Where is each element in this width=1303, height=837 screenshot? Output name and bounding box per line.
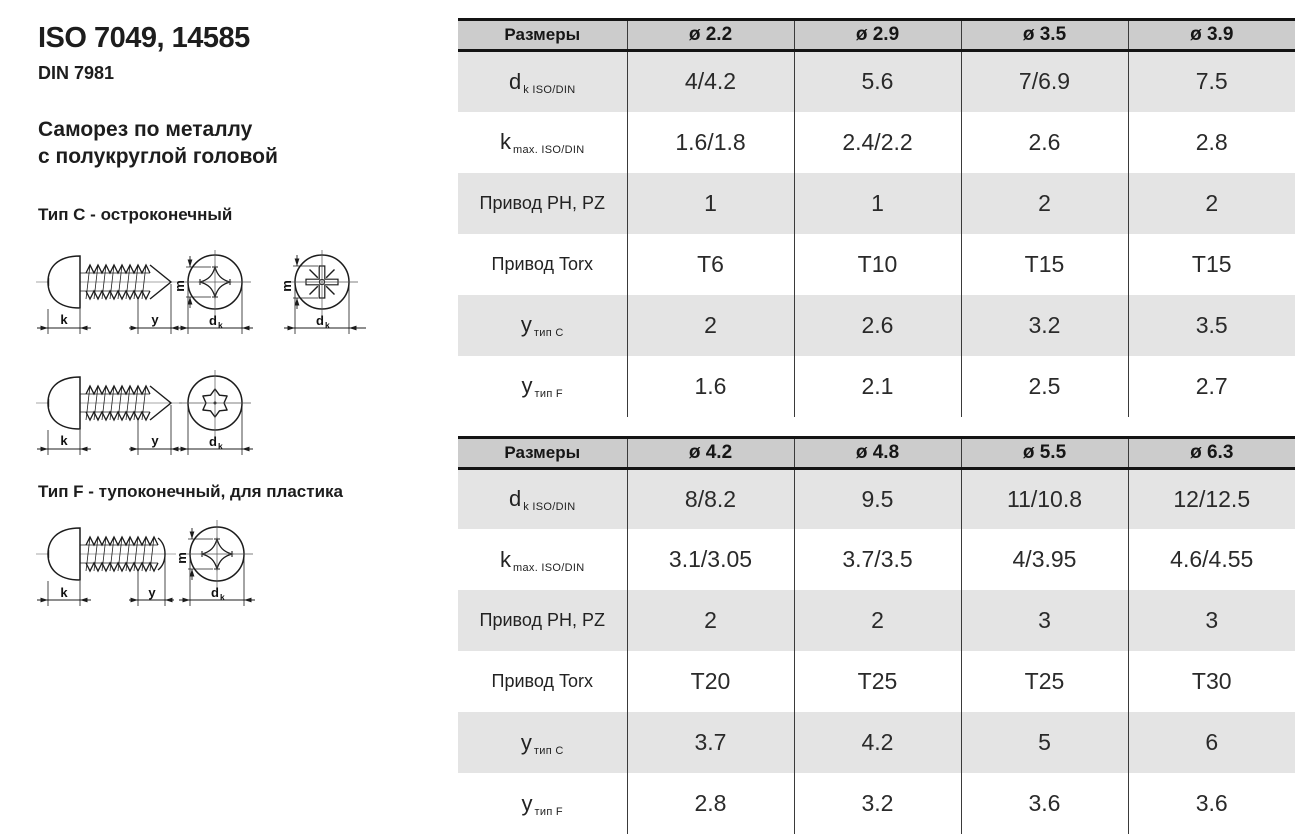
table-cell: 1 (794, 173, 961, 234)
table-cell: 4.6/4.55 (1128, 529, 1295, 590)
dim-label-d: d (209, 434, 217, 449)
header-diameter: ø 2.9 (794, 20, 961, 51)
type-c-torx-diagram (28, 370, 328, 470)
header-diameter: ø 4.2 (627, 437, 794, 468)
row-label: у $_{тип C}$ (458, 295, 627, 356)
table-cell: 3.2 (961, 295, 1128, 356)
header-diameter: ø 6.3 (1128, 437, 1295, 468)
table-cell: 5 (961, 712, 1128, 773)
row-label: Привод PH, PZ (458, 173, 627, 234)
table-cell: 12/12.5 (1128, 468, 1295, 529)
row-label: Привод Torx (458, 651, 627, 712)
row-label: у $_{тип F}$ (458, 356, 627, 417)
dim-label-d: d (211, 585, 219, 600)
row-label: у $_{тип F}$ (458, 773, 627, 834)
size-table-small-diameters (458, 18, 1295, 417)
row-label: Привод Torx (458, 234, 627, 295)
dim-label-m: m (279, 280, 294, 292)
table-cell: 6 (1128, 712, 1295, 773)
table-cell: 9.5 (794, 468, 961, 529)
row-label: у $_{тип C}$ (458, 712, 627, 773)
dim-label-d: d (209, 313, 217, 328)
header-diameter: ø 3.5 (961, 20, 1128, 51)
type-c-ph-pz-diagram (28, 250, 410, 352)
table-cell: T25 (961, 651, 1128, 712)
header-diameter: ø 2.2 (627, 20, 794, 51)
size-table-large-diameters (458, 436, 1295, 835)
row-label: k $_{max. ISO/DIN}$ (458, 112, 627, 173)
dim-label-d-sub: k (325, 320, 330, 330)
description-line-2: с полукруглой головой (38, 145, 278, 168)
type-f-ph-diagram (28, 520, 328, 620)
table-header-row (458, 437, 1295, 468)
table-cell: T25 (794, 651, 961, 712)
table-cell: 2.8 (1128, 112, 1295, 173)
screw-side-view-pointed (36, 256, 182, 334)
table-cell: T15 (1128, 234, 1295, 295)
table-row (458, 529, 1295, 590)
table-cell: 2 (794, 590, 961, 651)
table-header-row (458, 20, 1295, 51)
dim-label-d-sub: k (220, 592, 225, 602)
table-cell: T15 (961, 234, 1128, 295)
header-diameter: ø 5.5 (961, 437, 1128, 468)
table-row (458, 173, 1295, 234)
dim-label-m: m (172, 280, 187, 292)
table-cell: 3.7/3.5 (794, 529, 961, 590)
table-cell: 3.2 (794, 773, 961, 834)
table-cell: 4/3.95 (961, 529, 1128, 590)
page-title: ISO 7049, 14585 (38, 22, 250, 54)
table-cell: T6 (627, 234, 794, 295)
table-cell: 2.8 (627, 773, 794, 834)
table-row (458, 51, 1295, 112)
table-cell: 3.6 (1128, 773, 1295, 834)
table-cell: 2 (1128, 173, 1295, 234)
table-cell: 2.6 (794, 295, 961, 356)
type-c-heading: Тип C - остроконечный (38, 205, 233, 224)
table-cell: 7/6.9 (961, 51, 1128, 112)
dim-label-y: y (151, 312, 159, 327)
table-row (458, 234, 1295, 295)
table-cell: 5.6 (794, 51, 961, 112)
row-label: k $_{max. ISO/DIN}$ (458, 529, 627, 590)
dim-label-d-sub: k (218, 441, 223, 451)
table-cell: 2.7 (1128, 356, 1295, 417)
table-cell: 3 (961, 590, 1128, 651)
screw-side-view-pointed (36, 377, 182, 455)
table-cell: 2 (961, 173, 1128, 234)
table-cell: 11/10.8 (961, 468, 1128, 529)
table-cell: 2.4/2.2 (794, 112, 961, 173)
table-cell: 2 (627, 295, 794, 356)
product-description (38, 116, 278, 170)
table-row (458, 468, 1295, 529)
table-cell: 7.5 (1128, 51, 1295, 112)
type-f-heading: Тип F - тупоконечный, для пластика (38, 482, 343, 501)
table-cell: T30 (1128, 651, 1295, 712)
table-row (458, 590, 1295, 651)
table-row (458, 651, 1295, 712)
header-diameter: ø 3.9 (1128, 20, 1295, 51)
table-row (458, 356, 1295, 417)
table-cell: 4.2 (794, 712, 961, 773)
dim-label-y: y (148, 585, 156, 600)
table-cell: 3.5 (1128, 295, 1295, 356)
table-cell: 3.1/3.05 (627, 529, 794, 590)
header-sizes-label: Размеры (458, 20, 627, 51)
table-cell: T20 (627, 651, 794, 712)
table-cell: 2.6 (961, 112, 1128, 173)
page-standard: DIN 7981 (38, 63, 115, 83)
table-cell: 3.6 (961, 773, 1128, 834)
dim-label-y: y (151, 433, 159, 448)
table-cell: 1.6/1.8 (627, 112, 794, 173)
table-cell: T10 (794, 234, 961, 295)
dim-label-k: k (60, 433, 68, 448)
table-cell: 3 (1128, 590, 1295, 651)
row-label: d $_{k ISO/DIN}$ (458, 51, 627, 112)
row-label: Привод PH, PZ (458, 590, 627, 651)
table-row (458, 773, 1295, 834)
table-cell: 1 (627, 173, 794, 234)
dim-label-k: k (60, 585, 68, 600)
table-cell: 2 (627, 590, 794, 651)
dimension-tables (458, 0, 1303, 834)
dim-label-d: d (316, 313, 324, 328)
header-sizes-label: Размеры (458, 437, 627, 468)
dim-label-m: m (174, 552, 189, 564)
header-diameter: ø 4.8 (794, 437, 961, 468)
table-row (458, 712, 1295, 773)
table-cell: 4/4.2 (627, 51, 794, 112)
table-row (458, 112, 1295, 173)
table-cell: 1.6 (627, 356, 794, 417)
table-cell: 3.7 (627, 712, 794, 773)
table-row (458, 295, 1295, 356)
description-line-1: Саморез по металлу (38, 118, 253, 141)
dim-label-k: k (60, 312, 68, 327)
table-cell: 2.1 (794, 356, 961, 417)
row-label: d $_{k ISO/DIN}$ (458, 468, 627, 529)
table-cell: 8/8.2 (627, 468, 794, 529)
dim-label-d-sub: k (218, 320, 223, 330)
table-cell: 2.5 (961, 356, 1128, 417)
